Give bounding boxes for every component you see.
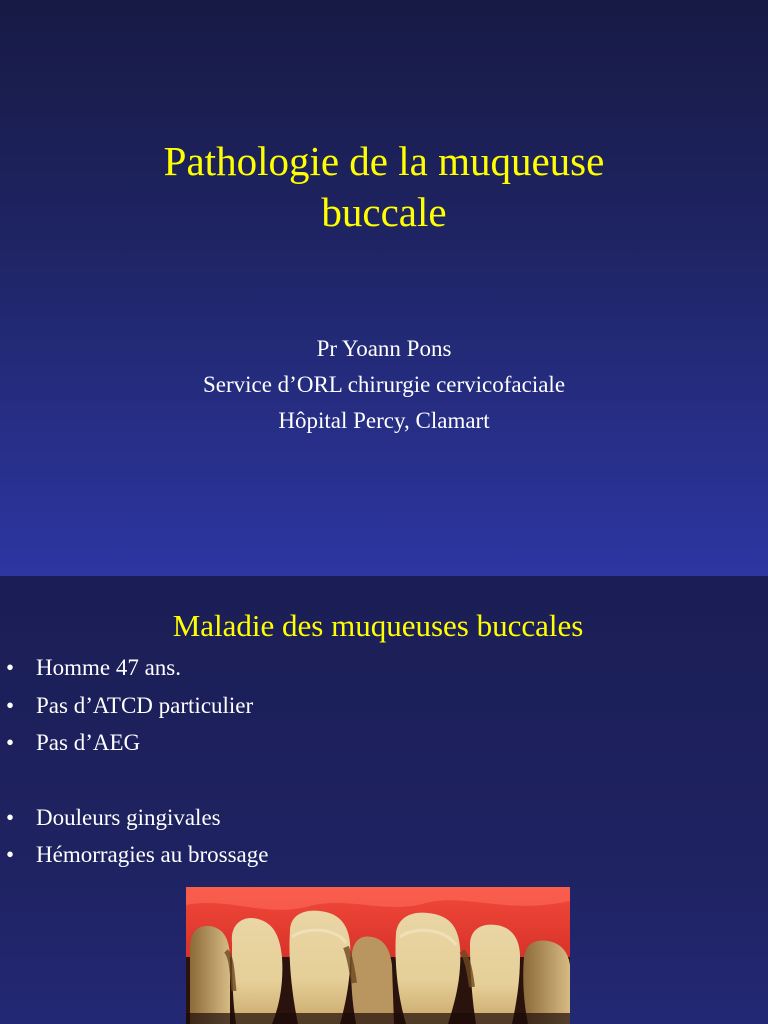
bullet-icon: • [6, 730, 15, 755]
slide-title: Maladie des muqueuses buccales [172, 608, 584, 643]
bullet-text: Pas d’ATCD particulier [36, 692, 254, 718]
bullet-text: Homme 47 ans. [36, 655, 182, 680]
bullet-item [0, 799, 268, 837]
bullet-spacer [0, 762, 268, 799]
bullet-icon: • [6, 692, 15, 718]
slide-subtitle [0, 331, 768, 439]
bullet-text: Pas d’AEG [36, 730, 141, 755]
bullet-icon: • [6, 655, 15, 680]
bullet-item [0, 724, 268, 762]
bullet-text: Hémorragies au brossage [36, 842, 269, 867]
content-slide [0, 576, 768, 1024]
department-name: Service d’ORL chirurgie cervicofaciale [202, 372, 566, 397]
bullet-icon: • [6, 804, 15, 830]
bullet-item [0, 649, 268, 687]
slide-title-line: Pathologie de la muqueuse [163, 138, 605, 184]
slide-title [0, 136, 768, 238]
hospital-name: Hôpital Percy, Clamart [278, 408, 490, 433]
bullet-list [0, 649, 268, 874]
bullet-text: Douleurs gingivales [36, 804, 221, 830]
gingival-photo-illustration [186, 887, 570, 1024]
author-name: Pr Yoann Pons [316, 336, 452, 361]
bullet-icon: • [6, 842, 15, 867]
gingival-photo [186, 887, 570, 1024]
bullet-item [0, 687, 268, 725]
bullet-item [0, 836, 268, 874]
slide-title-line: buccale [321, 189, 447, 235]
